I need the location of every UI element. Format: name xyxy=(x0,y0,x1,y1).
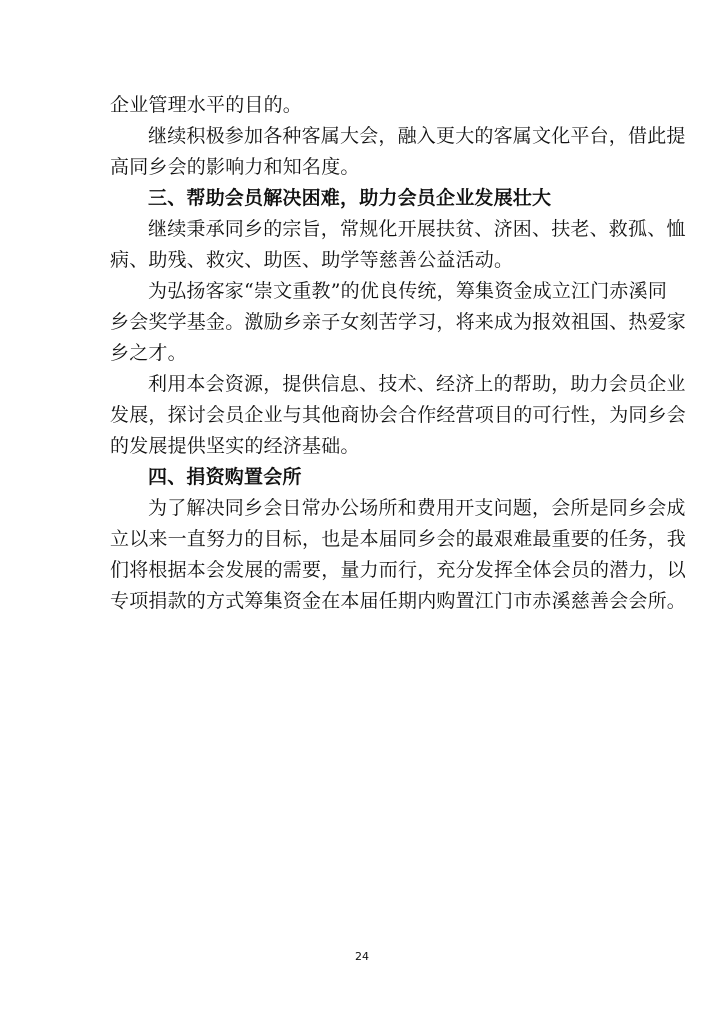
section-heading: 三、帮助会员解决困难，助力会员企业发展壮大 xyxy=(148,187,552,209)
text-line: 继续秉承同乡的宗旨，常规化开展扶贫、济困、扶老、救孤、恤 xyxy=(148,218,686,240)
document-body xyxy=(110,90,687,617)
text-line: 为了解决同乡会日常办公场所和费用开支问题，会所是同乡会成 xyxy=(148,497,686,519)
page-number: 24 xyxy=(355,950,369,963)
section-heading: 四、捐资购置会所 xyxy=(148,466,302,488)
text-line: 企业管理水平的目的。 xyxy=(110,94,303,116)
text-line: 为弘扬客家“崇文重教”的优良传统，筹集资金成立江门赤溪同 xyxy=(148,280,668,302)
text-line: 发展，探讨会员企业与其他商协会合作经营项目的可行性，为同乡会 xyxy=(110,404,687,426)
text-line: 继续积极参加各种客属大会，融入更大的客属文化平台，借此提 xyxy=(148,125,686,147)
text-line: 专项捐款的方式筹集资金在本届任期内购置江门市赤溪慈善会会所。 xyxy=(110,590,687,612)
text-line: 们将根据本会发展的需要，量力而行，充分发挥全体会员的潜力，以 xyxy=(110,559,687,581)
text-line: 乡之才。 xyxy=(110,342,187,364)
text-line: 利用本会资源，提供信息、技术、经济上的帮助，助力会员企业 xyxy=(148,373,686,395)
text-line: 高同乡会的影响力和知名度。 xyxy=(110,156,360,178)
text-line: 病、助残、救灾、助医、助学等慈善公益活动。 xyxy=(110,249,514,271)
text-line: 立以来一直努力的目标，也是本届同乡会的最艰难最重要的任务，我 xyxy=(110,528,687,550)
text-line: 乡会奖学基金。激励乡亲子女刻苦学习，将来成为报效祖国、热爱家 xyxy=(110,311,687,333)
text-line: 的发展提供坚实的经济基础。 xyxy=(110,435,360,457)
